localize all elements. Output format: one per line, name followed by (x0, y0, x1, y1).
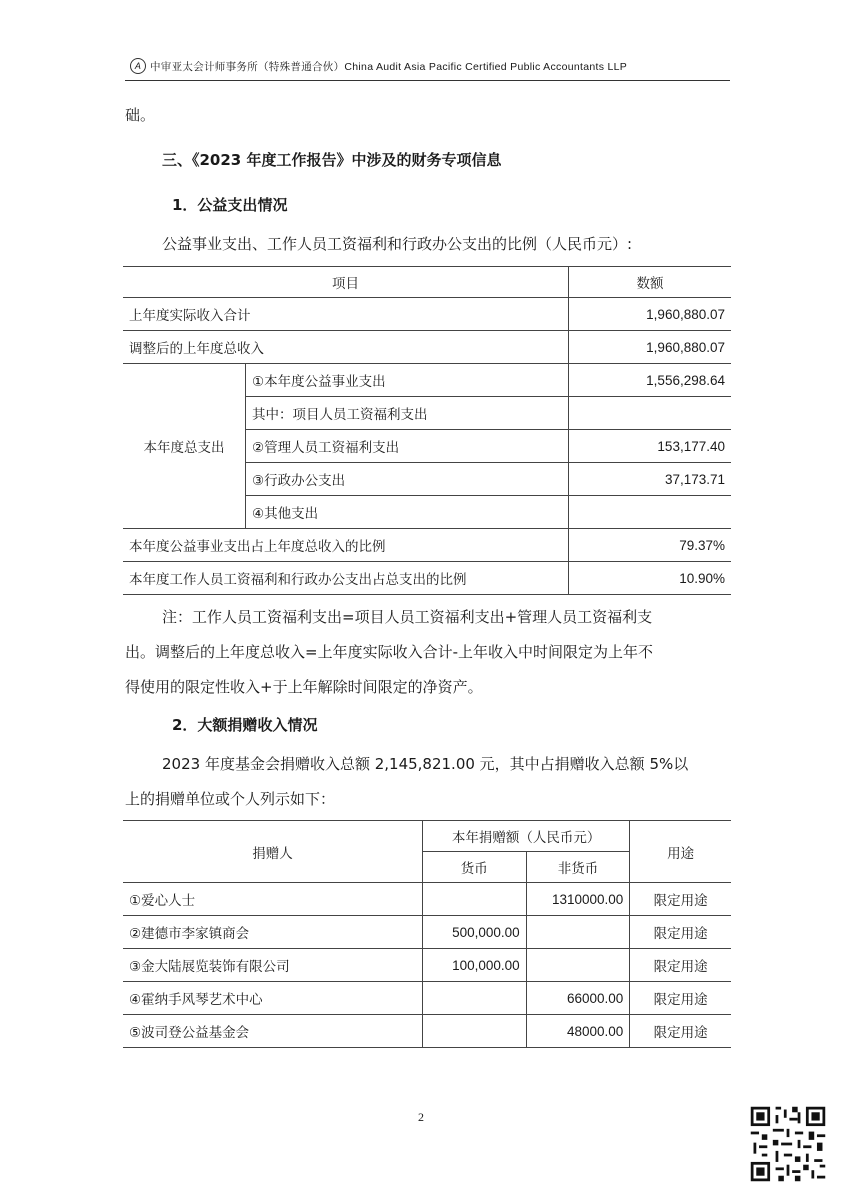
col-header-item: 项目 (123, 267, 569, 298)
note-line-2: 出。调整后的上年度总收入=上年度实际收入合计-上年收入中时间限定为上年不 (125, 643, 653, 661)
row-value (569, 397, 732, 430)
row-label: 上年度实际收入合计 (123, 298, 569, 331)
table-header-row (123, 821, 731, 852)
firm-name: 中审亚太会计师事务所（特殊普通合伙）China Audit Asia Pacific Certified Public Accountants LLP (150, 60, 628, 73)
row-label: 本年度公益事业支出占上年度总收入的比例 (123, 529, 569, 562)
note-line-3: 得使用的限定性收入+于上年解除时间限定的净资产。 (125, 678, 483, 696)
expense-ratio-table (123, 266, 731, 595)
row-value: 10.90% (569, 562, 732, 595)
subsection-text-line-2: 上的捐赠单位或个人列示如下： (125, 790, 336, 808)
row-value: 79.37% (569, 529, 732, 562)
cash-amount (422, 982, 526, 1015)
col-header-amount-group: 本年捐赠额（人民币元） (422, 821, 629, 852)
noncash-amount: 1310000.00 (526, 883, 630, 916)
col-header-donor: 捐赠人 (123, 821, 422, 883)
section-title: 三、《2023 年度工作报告》中涉及的财务专项信息 (162, 151, 502, 169)
row-value: 1,556,298.64 (569, 364, 732, 397)
cash-amount (422, 883, 526, 916)
table-row (123, 562, 731, 595)
row-label: ③行政办公支出 (246, 463, 569, 496)
donation-use: 限定用途 (630, 1015, 731, 1048)
noncash-amount: 66000.00 (526, 982, 630, 1015)
table-row (123, 331, 731, 364)
row-label: ①本年度公益事业支出 (246, 364, 569, 397)
donor-name: ①爱心人士 (123, 883, 422, 916)
row-value: 1,960,880.07 (569, 331, 732, 364)
table-row (123, 883, 731, 916)
row-label: 其中：项目人员工资福利支出 (246, 397, 569, 430)
subsection-title-2: 2．大额捐赠收入情况 (172, 716, 318, 734)
row-value: 37,173.71 (569, 463, 732, 496)
firm-logo-icon: A (130, 58, 146, 74)
row-value (569, 496, 732, 529)
col-header-cash: 货币 (422, 852, 526, 883)
noncash-amount (526, 916, 630, 949)
row-label: 本年度工作人员工资福利和行政办公支出占总支出的比例 (123, 562, 569, 595)
donor-name: ②建德市李家镇商会 (123, 916, 422, 949)
subsection-title-1: 1．公益支出情况 (172, 196, 288, 214)
col-header-noncash: 非货币 (526, 852, 630, 883)
col-header-amount: 数额 (569, 267, 732, 298)
row-label: ②管理人员工资福利支出 (246, 430, 569, 463)
table-row (123, 298, 731, 331)
donor-name: ③金大陆展览装饰有限公司 (123, 949, 422, 982)
donor-name: ⑤波司登公益基金会 (123, 1015, 422, 1048)
cash-amount (422, 1015, 526, 1048)
subsection-text-line-1: 2023 年度基金会捐赠收入总额 2,145,821.00 元，其中占捐赠收入总额 5%以 (162, 755, 689, 773)
donation-use: 限定用途 (630, 883, 731, 916)
table-row (123, 364, 731, 397)
row-value: 1,960,880.07 (569, 298, 732, 331)
col-header-use: 用途 (630, 821, 731, 883)
table-row (123, 916, 731, 949)
page-number: 2 (418, 1110, 424, 1124)
note-line-1: 注：工作人员工资福利支出=项目人员工资福利支出+管理人员工资福利支 (162, 608, 653, 626)
table-row (123, 1015, 731, 1048)
donation-use: 限定用途 (630, 949, 731, 982)
page-header (130, 58, 730, 74)
table-row (123, 529, 731, 562)
cash-amount: 500,000.00 (422, 916, 526, 949)
cash-amount: 100,000.00 (422, 949, 526, 982)
subsection-intro-1: 公益事业支出、工作人员工资福利和行政办公支出的比例（人民币元）: (162, 235, 633, 253)
table-row (123, 982, 731, 1015)
donation-use: 限定用途 (630, 982, 731, 1015)
row-value: 153,177.40 (569, 430, 732, 463)
group-label: 本年度总支出 (123, 364, 246, 529)
row-label: ④其他支出 (246, 496, 569, 529)
row-label: 调整后的上年度总收入 (123, 331, 569, 364)
table-header-row (123, 267, 731, 298)
donation-table (123, 820, 731, 1048)
donor-name: ④霍纳手风琴艺术中心 (123, 982, 422, 1015)
noncash-amount (526, 949, 630, 982)
continuation-text: 础。 (125, 106, 156, 124)
table-row (123, 949, 731, 982)
header-divider (125, 80, 730, 81)
donation-use: 限定用途 (630, 916, 731, 949)
qr-code-icon (748, 1104, 828, 1184)
noncash-amount: 48000.00 (526, 1015, 630, 1048)
